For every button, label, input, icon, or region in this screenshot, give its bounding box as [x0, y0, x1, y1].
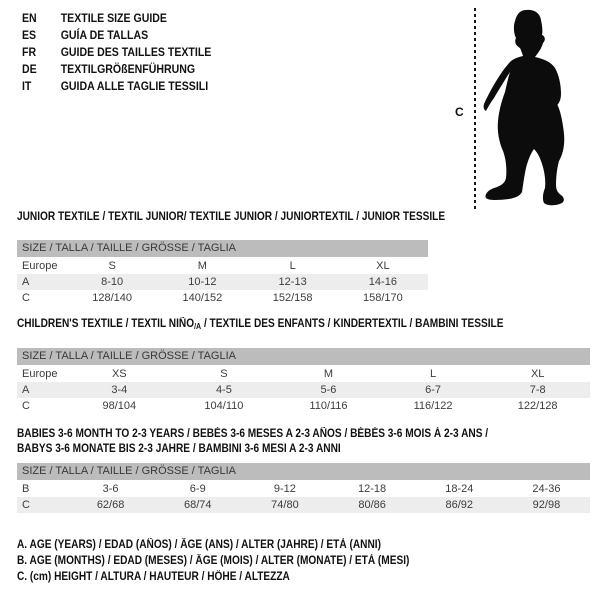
table-row [17, 398, 590, 414]
language-row-it [22, 77, 211, 94]
size-cell: 24-36 [532, 483, 561, 495]
footnotes [17, 537, 463, 585]
language-code: ES [22, 27, 37, 42]
size-cell: 104/110 [204, 400, 244, 412]
babies-title-line2: BABYS 3-6 MONATE BIS 2-3 JAHRE / BAMBINI 3-6 MESI A 2-3 ANNI [17, 443, 341, 455]
size-cell: 4-5 [215, 384, 232, 396]
size-cell: 80/86 [358, 499, 386, 511]
footnote-c: C. (cm) HEIGHT / ALTURA / HAUTEUR / HÖHE / ALTEZZA [17, 571, 290, 583]
size-cell: 68/74 [183, 499, 212, 511]
children-title-sub: /A [194, 322, 202, 331]
children-title-pre: CHILDREN'S TEXTILE / TEXTIL NIÑO [17, 318, 195, 330]
height-measure-dotted-line [474, 8, 476, 210]
row-label: A [22, 276, 30, 288]
language-list [22, 9, 237, 94]
size-cell: 140/152 [182, 292, 223, 304]
language-label: TEXTILGRÖßENFÜHRUNG [60, 61, 196, 76]
size-cell: 128/140 [92, 292, 132, 304]
size-cell: 62/68 [96, 499, 125, 511]
size-cell: 86/92 [445, 499, 474, 511]
row-label: C [22, 499, 30, 511]
row-label: C [22, 400, 30, 412]
size-cell: 122/128 [517, 400, 558, 412]
babies-size-table [17, 463, 590, 513]
language-label: GUIDE DES TAILLES TEXTILE [60, 44, 212, 59]
table-row [17, 497, 590, 513]
size-cell: 5-6 [320, 384, 337, 396]
language-row-de [22, 60, 211, 77]
size-header-bar: SIZE / TALLA / TAILLE / GRÖSSE / TAGLIA [17, 240, 428, 257]
junior-size-table [17, 240, 428, 306]
table-row [17, 481, 590, 497]
size-cell: 12-13 [278, 276, 307, 288]
size-header-bar: SIZE / TALLA / TAILLE / GRÖSSE / TAGLIA [17, 348, 590, 365]
size-cell: XL [530, 368, 545, 380]
size-cell: 110/116 [309, 400, 348, 412]
language-code: EN [22, 10, 37, 25]
size-cell: 152/158 [272, 292, 313, 304]
size-cell: L [289, 260, 296, 272]
language-code: IT [22, 78, 32, 93]
size-cell: S [220, 368, 228, 380]
size-cell: 3-4 [111, 384, 128, 396]
size-cell: 3-6 [102, 483, 119, 495]
language-code: DE [22, 61, 37, 76]
size-cell: S [108, 260, 116, 272]
children-title-post: / TEXTILE DES ENFANTS / KINDERTEXTIL / BAMBINI TESSILE [201, 318, 504, 330]
size-cell: 10-12 [188, 276, 217, 288]
size-cell: 74/80 [271, 499, 299, 511]
size-cell: M [323, 368, 334, 380]
babies-section-title [17, 427, 488, 457]
baby-silhouette-icon [480, 0, 600, 215]
footnote-a: A. AGE (YEARS) / EDAD (AÑOS) / ÂGE (ANS) / ALTER (JAHRE) / ETÀ (ANNI) [17, 539, 381, 551]
size-header-bar: SIZE / TALLA / TAILLE / GRÖSSE / TAGLIA [17, 463, 590, 480]
size-cell: M [197, 260, 207, 272]
language-row-es [22, 26, 211, 43]
babies-title-line1: BABIES 3-6 MONTH TO 2-3 YEARS / BEBÉS 3-6 MESES A 2-3 AÑOS / BÉBÉS 3-6 MOIS À 2-3 ANS / [17, 428, 489, 440]
size-cell: L [430, 368, 437, 380]
height-measure-label: C [455, 105, 464, 119]
footnote-b: B. AGE (MONTHS) / EDAD (MESES) / ÂGE (MOIS) / ALTER (MONATE) / ETÀ (MESI) [17, 555, 410, 567]
size-cell: 98/104 [102, 400, 137, 412]
size-cell: 6-9 [189, 483, 206, 495]
table-row [17, 274, 428, 290]
size-cell: XS [111, 368, 127, 380]
language-row-fr [22, 43, 211, 60]
size-cell: 116/122 [413, 400, 453, 412]
children-section-title [17, 317, 503, 334]
language-label: GUIDA ALLE TAGLIE TESSILI [60, 78, 209, 93]
size-cell: 8-10 [101, 276, 124, 288]
junior-section-title: JUNIOR TEXTILE / TEXTIL JUNIOR/ TEXTILE JUNIOR / JUNIORTEXTIL / JUNIOR TESSILE [17, 211, 446, 223]
children-size-table [17, 348, 590, 414]
row-label: Europe [22, 368, 58, 380]
row-label: A [22, 384, 30, 396]
table-row [17, 258, 428, 274]
language-label: TEXTILE SIZE GUIDE [60, 10, 167, 25]
table-row [17, 290, 428, 306]
size-cell: 12-18 [358, 483, 387, 495]
language-label: GUÍA DE TALLAS [60, 27, 149, 42]
size-cell: 18-24 [445, 483, 474, 495]
language-row-en [22, 9, 211, 26]
table-row [17, 382, 590, 398]
size-cell: XL [376, 260, 390, 272]
language-code: FR [22, 44, 37, 59]
size-cell: 6-7 [425, 384, 442, 396]
table-row [17, 366, 590, 382]
size-cell: 158/170 [362, 292, 403, 304]
size-cell: 92/98 [532, 499, 561, 511]
row-label: C [22, 292, 30, 304]
size-cell: 7-8 [529, 384, 546, 396]
size-cell: 9-12 [273, 483, 296, 495]
row-label: Europe [22, 260, 58, 272]
row-label: B [22, 483, 30, 495]
size-cell: 14-16 [368, 276, 397, 288]
